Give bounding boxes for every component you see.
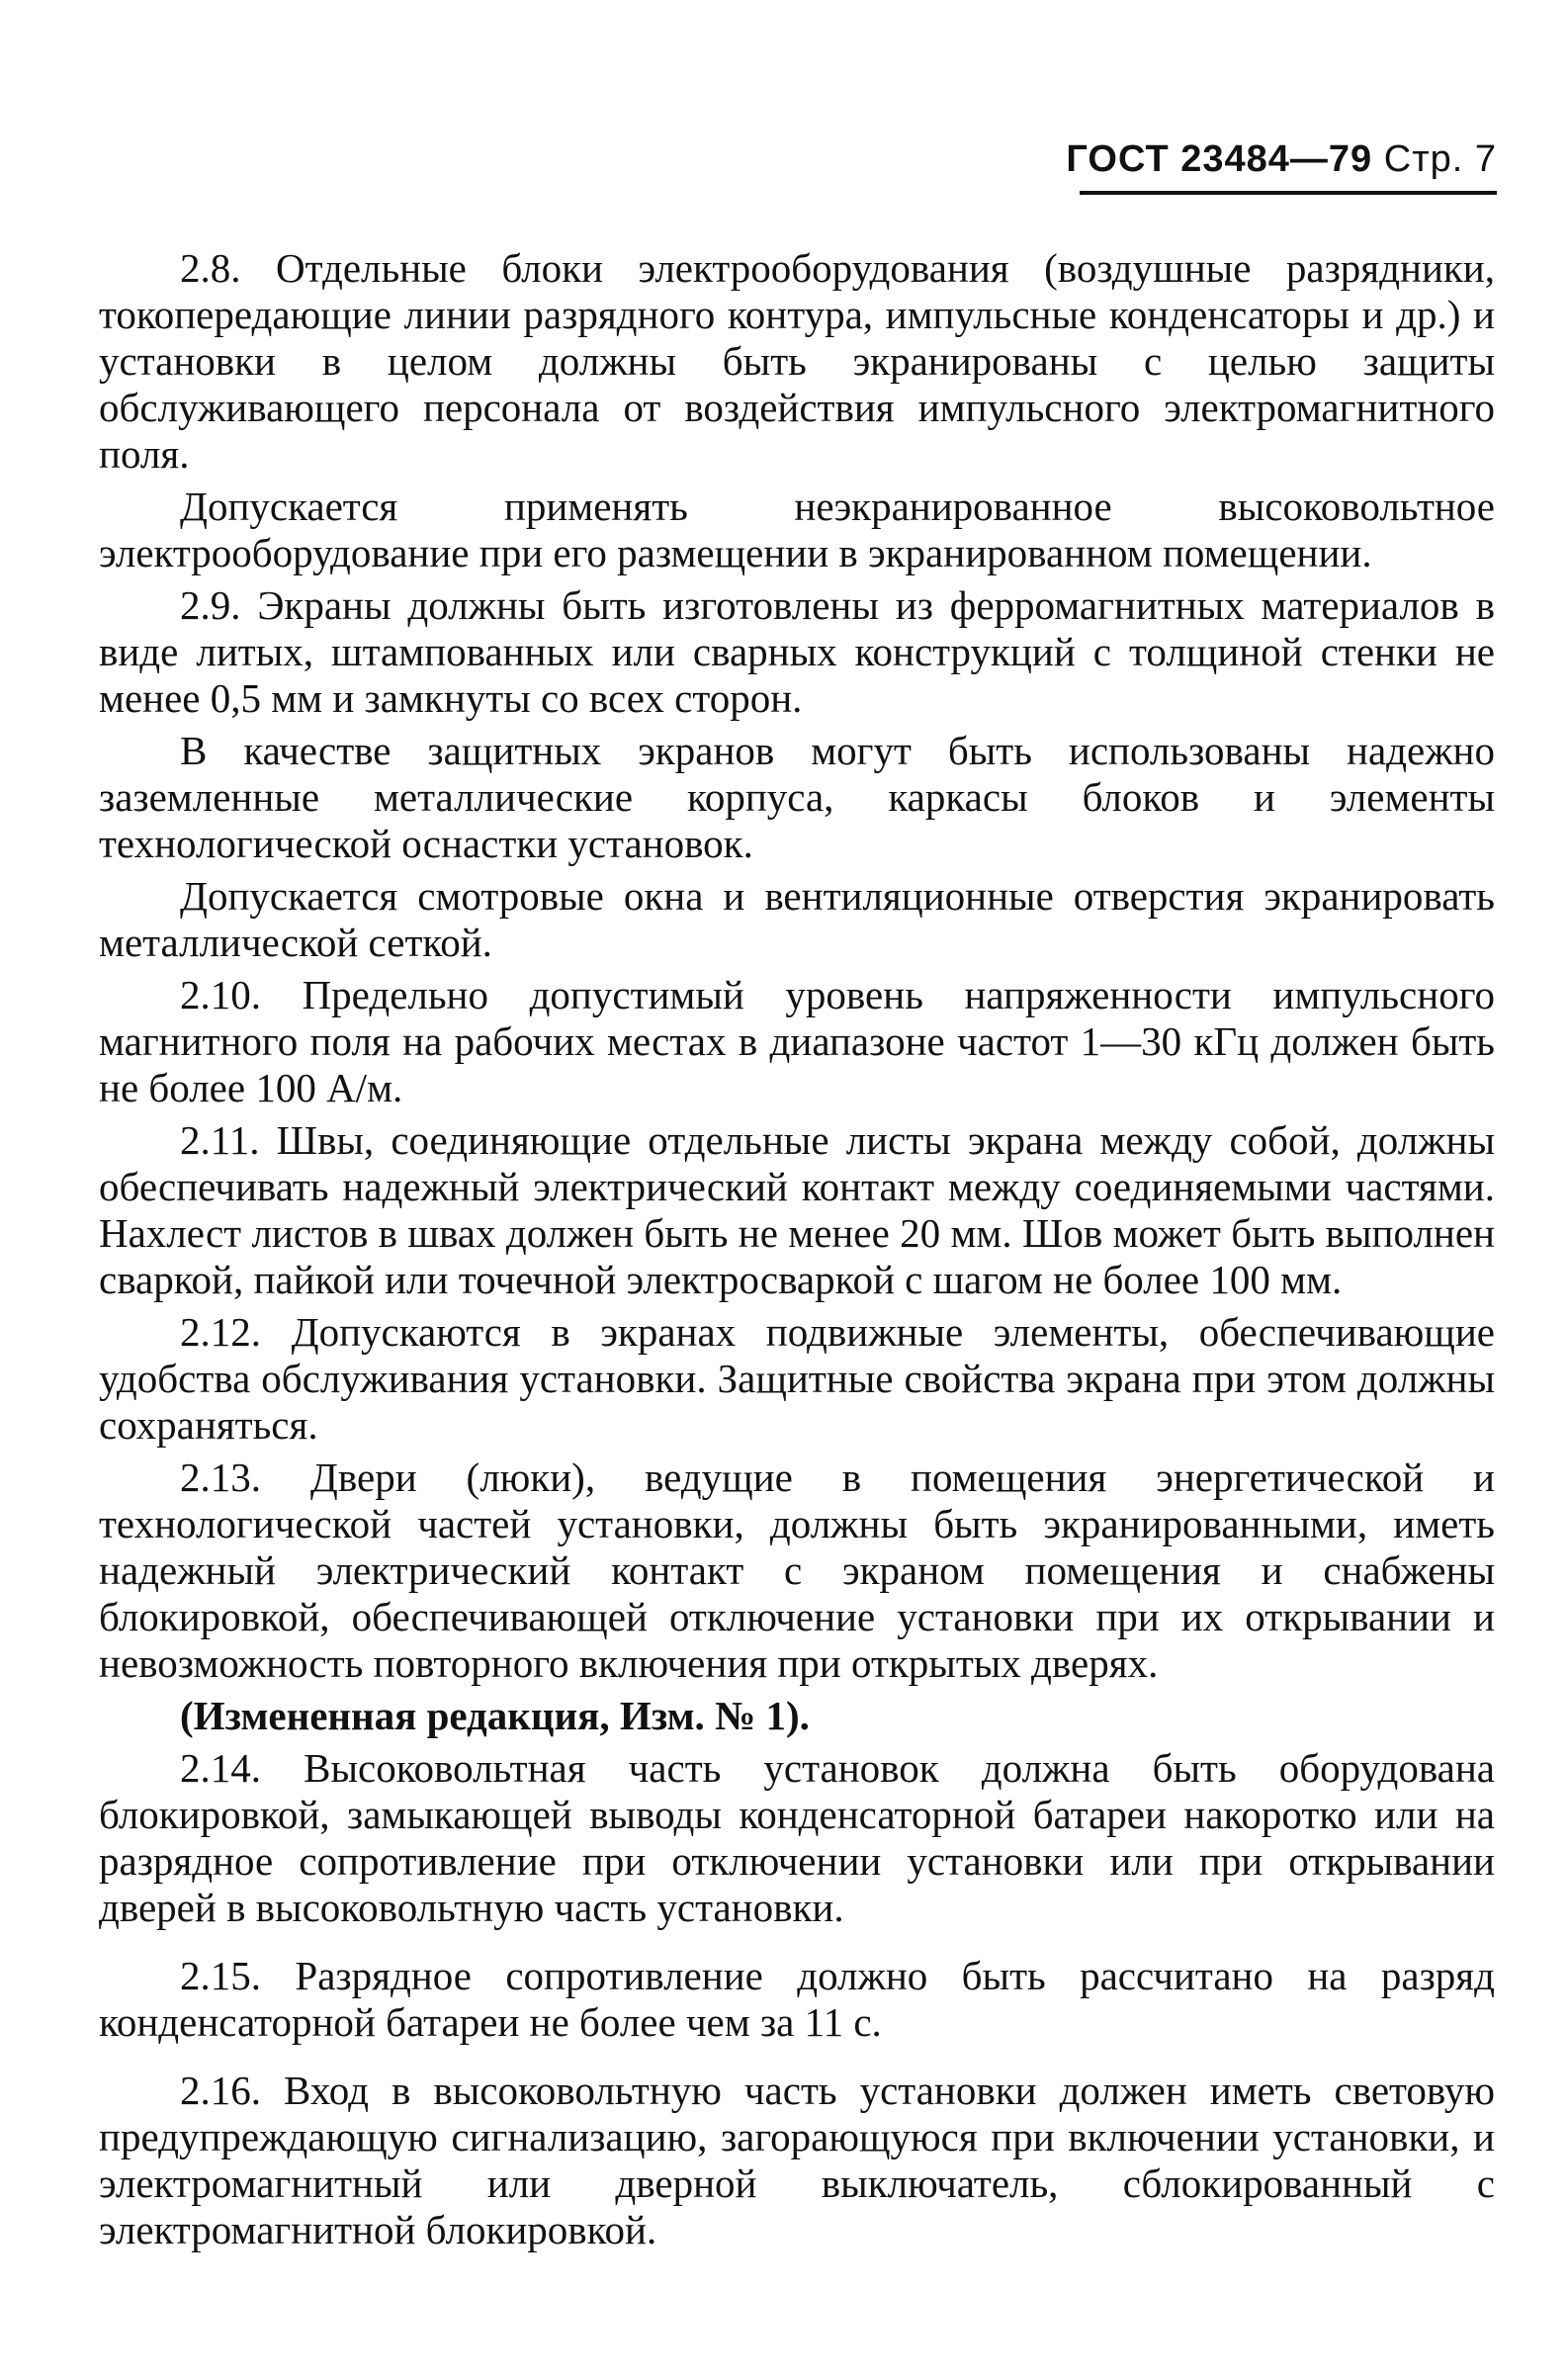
page-number: Стр. 7 <box>1383 138 1497 180</box>
clause-2-12: 2.12. Допускаются в экранах подвижные элементы, обеспечивающие удобства обслуживания установки. Защитные свойства экрана при этом должны сохраняться. <box>99 1309 1495 1448</box>
clause-2-9: 2.9. Экраны должны быть изготовлены из ферромагнитных материалов в виде литых, штампованных или сварных конструкций с толщиной стенки не менее 0,5 мм и замкнуты со всех сторон. <box>99 582 1495 721</box>
clause-2-16: 2.16. Вход в высоковольтную часть установки должен иметь световую предупреждающую сигнализацию, загорающуюся при включении установки, и электромагнитный или дверной выключатель, сблокированный с электромагнитной блокировкой. <box>99 2068 1495 2252</box>
clause-2-14: 2.14. Высоковольтная часть установок должна быть оборудована блокировкой, замыкающей выводы конденсаторной батареи накоротко или на разрядное сопротивление при отключении установки или при открывании дверей в высоковольтную часть установки. <box>99 1745 1495 1930</box>
standard-number: ГОСТ 23484—79 <box>1066 138 1373 180</box>
page-header <box>1066 138 1497 181</box>
clause-2-13: 2.13. Двери (люки), ведущие в помещения энергетической и технологической частей установки, должны быть экранированными, иметь надежный электрический контакт с экраном помещения и снабжены блокировкой, обеспечивающей отключение установки при их открывании и невозможность повторного включения при открытых дверях. <box>99 1454 1495 1686</box>
clause-2-8-note: Допускается применять неэкранированное высоковольтное электрооборудование при его размещении в экранированном помещении. <box>99 484 1495 575</box>
document-body <box>99 245 1495 2259</box>
clause-2-9-note-1: В качестве защитных экранов могут быть использованы надежно заземленные металлические корпуса, каркасы блоков и элементы технологической оснастки установок. <box>99 728 1495 866</box>
amendment-note: (Измененная редакция, Изм. № 1). <box>180 1693 810 1738</box>
clause-2-11: 2.11. Швы, соединяющие отдельные листы экрана между собой, должны обеспечивать надежный электрический контакт между соединяемыми частями. Нахлест листов в швах должен быть не менее 20 мм. Шов может быть выполнен сваркой, пайкой или точечной электросваркой с шагом не более 100 мм. <box>99 1117 1495 1302</box>
header-divider <box>1080 191 1497 195</box>
clause-2-9-note-2: Допускается смотровые окна и вентиляционные отверстия экранировать металлической сеткой. <box>99 873 1495 965</box>
clause-2-10: 2.10. Предельно допустимый уровень напряженности импульсного магнитного поля на рабочих местах в диапазоне частот 1—30 кГц должен быть не более 100 А/м. <box>99 972 1495 1110</box>
clause-2-15: 2.15. Разрядное сопротивление должно быть рассчитано на разряд конденсаторной батареи не более чем за 11 с. <box>99 1953 1495 2045</box>
clause-2-8: 2.8. Отдельные блоки электрооборудования (воздушные разрядники, токопередающие линии разрядного контура, импульсные конденсаторы и др.) и установки в целом должны быть экранированы с целью защиты обслуживающего персонала от воздействия импульсного электромагнитного поля. <box>99 245 1495 477</box>
